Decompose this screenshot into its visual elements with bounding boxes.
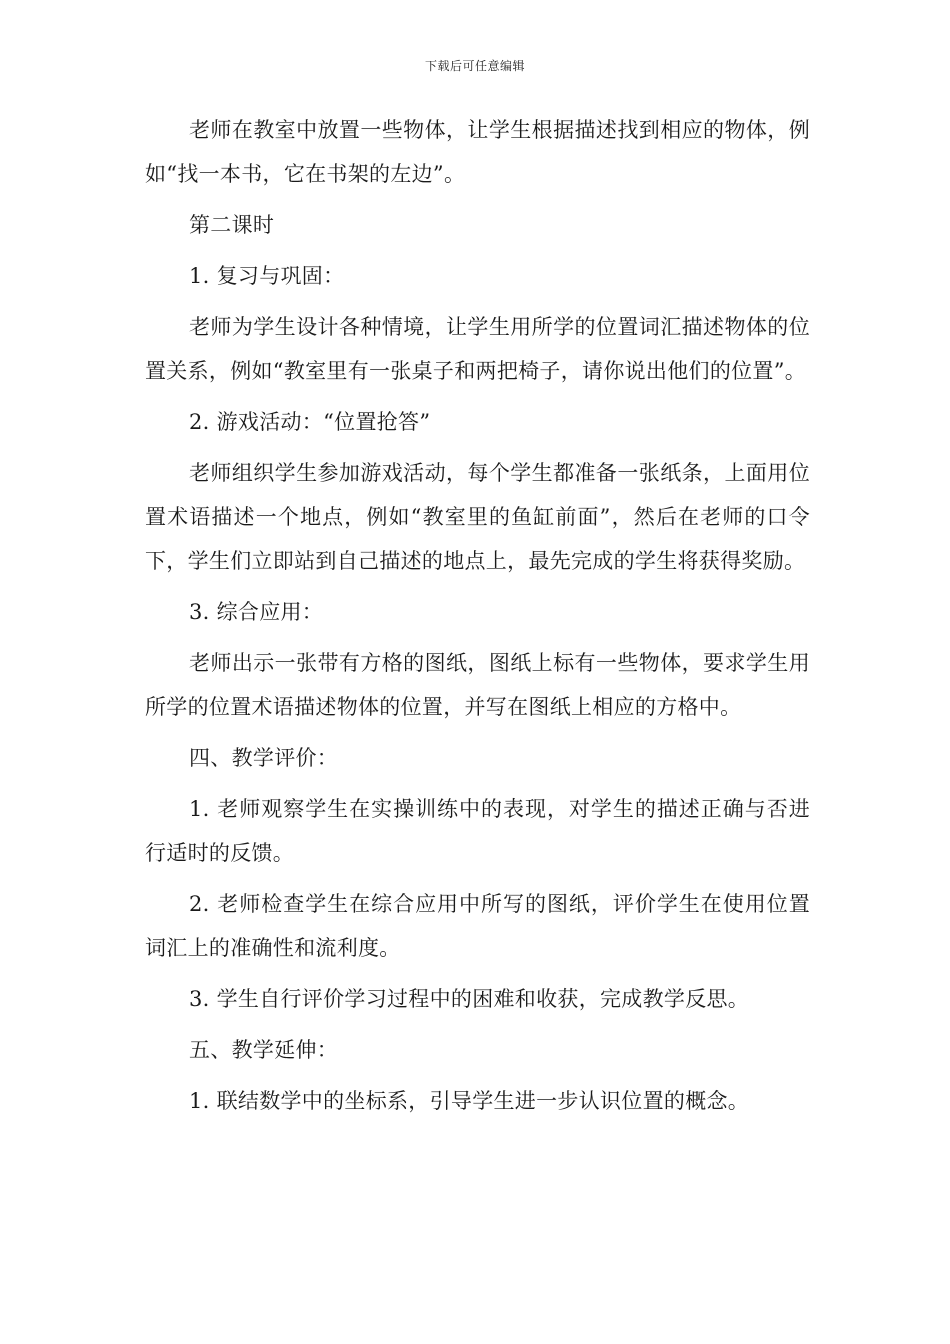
heading-review: 1. 复习与巩固： xyxy=(189,264,345,288)
heading-game: 2. 游戏活动：“位置抢答” xyxy=(189,410,431,434)
paragraph-review: 老师为学生设计各种情境，让学生用所学的位置词汇描述物体的位置关系，例如“教室里有一张桌子和两把椅子，请你说出他们的位置”。 xyxy=(145,315,810,383)
document-body xyxy=(145,108,810,1130)
paragraph-evaluation-1: 1. 老师观察学生在实操训练中的表现，对学生的描述正确与否进行适时的反馈。 xyxy=(145,797,810,865)
page-header-note: 下载后可任意编辑 xyxy=(424,59,525,73)
paragraph-extension-1: 1. 联结数学中的坐标系，引导学生进一步认识位置的概念。 xyxy=(189,1089,750,1113)
heading-second-lesson: 第二课时 xyxy=(189,213,275,237)
paragraph-activity-find-objects: 老师在教室中放置一些物体，让学生根据描述找到相应的物体，例如“找一本书，它在书架的左边”。 xyxy=(145,118,810,186)
heading-evaluation: 四、教学评价： xyxy=(189,746,339,770)
paragraph-evaluation-2: 2. 老师检查学生在综合应用中所写的图纸，评价学生在使用位置词汇上的准确性和流利度。 xyxy=(145,892,810,960)
heading-extension: 五、教学延伸： xyxy=(189,1038,339,1062)
paragraph-evaluation-3: 3. 学生自行评价学习过程中的困难和收获，完成教学反思。 xyxy=(189,987,750,1011)
heading-application: 3. 综合应用： xyxy=(189,600,324,624)
paragraph-application: 老师出示一张带有方格的图纸，图纸上标有一些物体，要求学生用所学的位置术语描述物体的位置，并写在图纸上相应的方格中。 xyxy=(145,651,810,719)
paragraph-game: 老师组织学生参加游戏活动，每个学生都准备一张纸条，上面用位置术语描述一个地点，例如“教室里的鱼缸前面”，然后在老师的口令下，学生们立即站到自己描述的地点上，最先完成的学生将获得奖励。 xyxy=(145,461,810,573)
